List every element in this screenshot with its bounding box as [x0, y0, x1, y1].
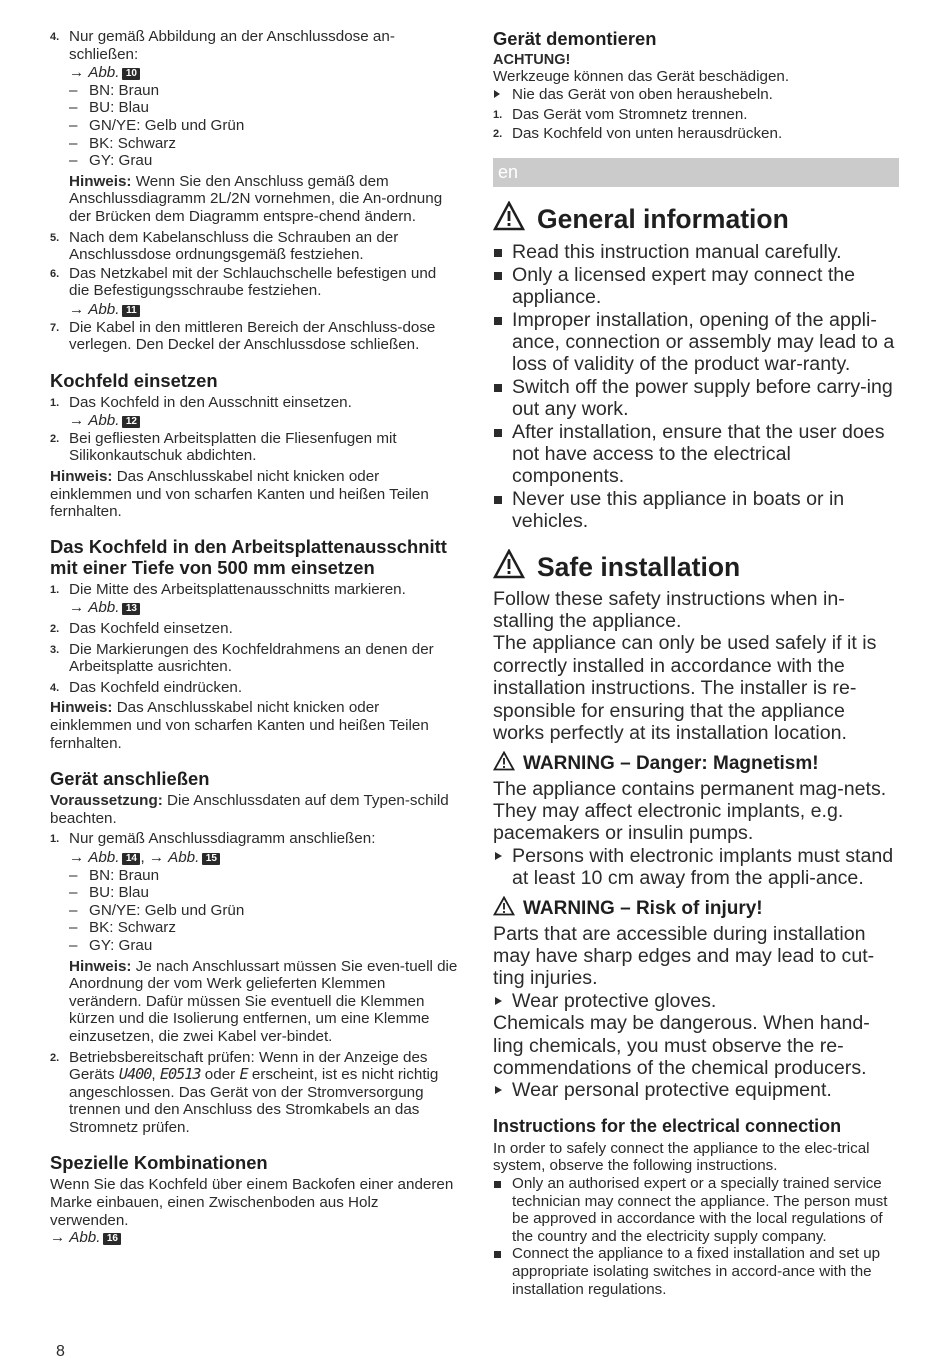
step-1: 1. Nur gemäß Anschlussdiagramm anschließen:	[50, 830, 376, 848]
display-code: E	[239, 1065, 248, 1084]
list-item: Switch off the power supply before carry-ing out any work.	[493, 376, 899, 421]
section-title-geraet-anschliessen: Gerät anschließen	[50, 768, 210, 790]
display-code: E0513	[159, 1065, 201, 1084]
list-item: – GY: Grau	[50, 937, 460, 955]
paragraph: Parts that are accessible during installation may have sharp edges and may lead to cut-ting injuries.	[493, 922, 875, 990]
step-6: 6. Das Netzkabel mit der Schlauchschelle befestigen und die Befestigungsschraube festziehen.	[50, 264, 437, 300]
list-item: – BK: Schwarz	[50, 135, 460, 153]
list-item: Only an authorised expert or a specially trained service technician may connect the appliance. The person must be approved in accordance with the local regulations of the country and the electricity supply company.	[493, 1175, 899, 1245]
action-item: Wear personal protective equipment.	[493, 1079, 899, 1101]
list-item: Only a licensed expert may connect the appliance.	[493, 264, 899, 309]
step-5: 5. Nach dem Kabelanschluss die Schrauben an der Anschlussdose ordnungsgemäß festziehen.	[50, 228, 399, 264]
paragraph: In order to safely connect the appliance to the elec-trical system, observe the following instructions.	[493, 1139, 870, 1175]
paragraph: The appliance contains permanent mag-nets. They may affect electronic implants, e.g. pacemakers or insulin pumps.	[493, 777, 887, 845]
list-item: – BU: Blau	[50, 99, 460, 117]
list-item: After installation, ensure that the user does not have access to the electrical components.	[493, 421, 899, 488]
action-item: Persons with electronic implants must stand at least 10 cm away from the appli-ance.	[493, 845, 899, 890]
step-3: 3. Die Markierungen des Kochfeldrahmens an denen der Arbeitsplatte ausrichten.	[50, 640, 434, 676]
warning-icon	[493, 201, 525, 237]
arrow-right-icon: →	[69, 599, 85, 617]
hint-note: Hinweis: Das Anschlusskabel nicht knicken oder einklemmen und von scharfen Kanten und heißen Teilen fernhalten.	[50, 468, 429, 521]
step-number: 4.	[50, 31, 60, 43]
arrow-right-icon: →	[69, 300, 85, 318]
section-title-kochfeld-einsetzen: Kochfeld einsetzen	[50, 369, 218, 391]
page-number: 8	[56, 1343, 65, 1360]
list-item: Read this instruction manual carefully.	[493, 241, 899, 263]
figure-reference: → Abb. 11	[50, 301, 460, 319]
section-geraet-demontieren	[493, 28, 899, 142]
step-text: Nur gemäß Abbildung an der Anschlussdose an-schließen:	[69, 28, 395, 63]
chapter-title-general-information: General information	[493, 201, 899, 237]
arrow-right-icon: →	[50, 1229, 66, 1247]
figure-reference: → Abb. 14 , → Abb. 15	[50, 849, 460, 867]
section-title-spezielle-kombinationen: Spezielle Kombinationen	[50, 1152, 268, 1174]
arrow-right-icon: →	[148, 848, 165, 866]
step-7: 7. Die Kabel in den mittleren Bereich der Anschluss-dose verlegen. Den Deckel der Anschlussdose schließen.	[50, 318, 436, 354]
step-2: 2. Betriebsbereitschaft prüfen: Wenn in der Anzeige des Geräts U400, E0513 oder E erscheint, ist es nicht richtig angeschlossen. Das Gerät von der Stromversorgung trennen und den Anschluss des Stromkabels an das Stromnetz prüfen.	[50, 1048, 439, 1136]
step-1: 1. Das Kochfeld in den Ausschnitt einsetzen.	[50, 393, 352, 411]
list-item: – GN/YE: Gelb und Grün	[50, 117, 460, 135]
step-2: 2. Das Kochfeld einsetzen.	[50, 620, 233, 638]
warning-icon	[493, 896, 515, 922]
prerequisite: Voraussetzung: Die Anschlussdaten auf dem Typen-schild beachten.	[50, 792, 449, 827]
figure-reference: → Abb. 10	[50, 64, 460, 82]
paragraph: Follow these safety instructions when in-stalling the appliance.	[493, 587, 845, 633]
figure-badge: 14	[122, 853, 140, 865]
display-code: U400	[118, 1065, 152, 1084]
paragraph: Wenn Sie das Kochfeld über einem Backofen einer anderen Marke einbauen, einen Zwischenboden aus Holz verwenden.	[50, 1176, 454, 1229]
step-2: 2. Bei gefliesten Arbeitsplatten die Fliesenfugen mit Silikonkautschuk abdichten.	[50, 429, 397, 465]
list-item: – BN: Braun	[50, 867, 460, 885]
warning-heading-magnetism: WARNING – Danger: Magnetism!	[493, 751, 899, 777]
chapter-title-safe-installation: Safe installation	[493, 549, 899, 585]
attention-text: Werkzeuge können das Gerät beschädigen.	[493, 68, 790, 85]
hint-note	[50, 173, 460, 226]
action-item: Nie das Gerät von oben heraushebeln.	[493, 86, 899, 104]
arrow-right-icon: →	[69, 848, 85, 866]
language-bar: en	[493, 158, 899, 187]
section-title-500mm: Das Kochfeld in den Arbeitsplattenausschnitt mit einer Tiefe von 500 mm einsetzen	[50, 535, 447, 578]
action-item: Wear protective gloves.	[493, 990, 899, 1012]
left-column	[50, 28, 460, 1247]
list-item: – GY: Grau	[50, 152, 460, 170]
paragraph: The appliance can only be used safely if it is correctly installed in accordance with the installation instructions. The installer is re-sponsible for ensuring that the appliance works perfectly at its installation location.	[493, 632, 877, 745]
list-item: – BN: Braun	[50, 82, 460, 100]
warning-icon	[493, 751, 515, 777]
figure-badge: 12	[122, 416, 140, 428]
general-information-list	[493, 241, 899, 532]
step-1: 1. Das Gerät vom Stromnetz trennen.	[493, 106, 748, 124]
list-item: – BK: Schwarz	[50, 919, 460, 937]
step-2: 2. Das Kochfeld von unten herausdrücken.	[493, 124, 783, 142]
arrow-right-icon: →	[69, 412, 85, 430]
warning-icon	[493, 549, 525, 585]
figure-reference: → Abb. 16	[50, 1229, 460, 1247]
hint-note: Hinweis: Je nach Anschlussart müssen Sie even-tuell die Anordnung der vom Werk gelieferten Klemmen verändern. Dafür müssen Sie eventuell die Klemmen kürzen und die Isolierung entfernen, um eine Klemme einzusetzen, die zwei Kabel ver-bindet.	[69, 957, 458, 1045]
right-column	[493, 28, 899, 1298]
figure-badge: 11	[122, 305, 140, 317]
step-1: 1. Die Mitte des Arbeitsplattenausschnitts markieren.	[50, 580, 406, 598]
warning-heading-injury: WARNING – Risk of injury!	[493, 896, 899, 922]
figure-badge: 15	[202, 853, 220, 865]
list-item: Never use this appliance in boats or in vehicles.	[493, 488, 899, 533]
safe-installation-body	[493, 588, 899, 1102]
list-item: – GN/YE: Gelb und Grün	[50, 902, 460, 920]
step-4	[50, 28, 460, 63]
figure-reference: → Abb. 13	[50, 599, 460, 617]
hint-note: Hinweis: Das Anschlusskabel nicht knicken oder einklemmen und von scharfen Kanten und heißen Teilen fernhalten.	[50, 699, 429, 752]
list-item: – BU: Blau	[50, 884, 460, 902]
electrical-connection-body	[493, 1140, 899, 1298]
figure-reference: → Abb. 12	[50, 412, 460, 430]
attention-label: ACHTUNG!	[493, 52, 571, 68]
paragraph: Chemicals may be dangerous. When hand-ling chemicals, you must observe the re-commendations of the chemical producers.	[493, 1012, 870, 1079]
figure-badge: 13	[122, 603, 140, 615]
step-4: 4. Das Kochfeld eindrücken.	[50, 678, 243, 696]
figure-badge: 16	[103, 1233, 121, 1245]
list-item: Improper installation, opening of the appli-ance, connection or assembly may lead to a loss of validity of the product war-ranty.	[493, 309, 899, 376]
list-item: Connect the appliance to a fixed installation and set up appropriate isolating switches in accord-ance with the installation regulations.	[493, 1245, 899, 1298]
arrow-right-icon: →	[69, 64, 85, 82]
hint-text: Wenn Sie den Anschluss gemäß dem Anschlussdiagramm 2L/2N vornehmen, die An-ordnung der Brücken dem Diagramm entspre-chend ändern.	[69, 172, 443, 225]
section-title-geraet-demontieren: Gerät demontieren	[493, 28, 657, 49]
section-title-electrical-connection: Instructions for the electrical connection	[493, 1115, 842, 1136]
figure-badge: 10	[122, 68, 140, 80]
hint-label: Hinweis:	[69, 172, 132, 190]
